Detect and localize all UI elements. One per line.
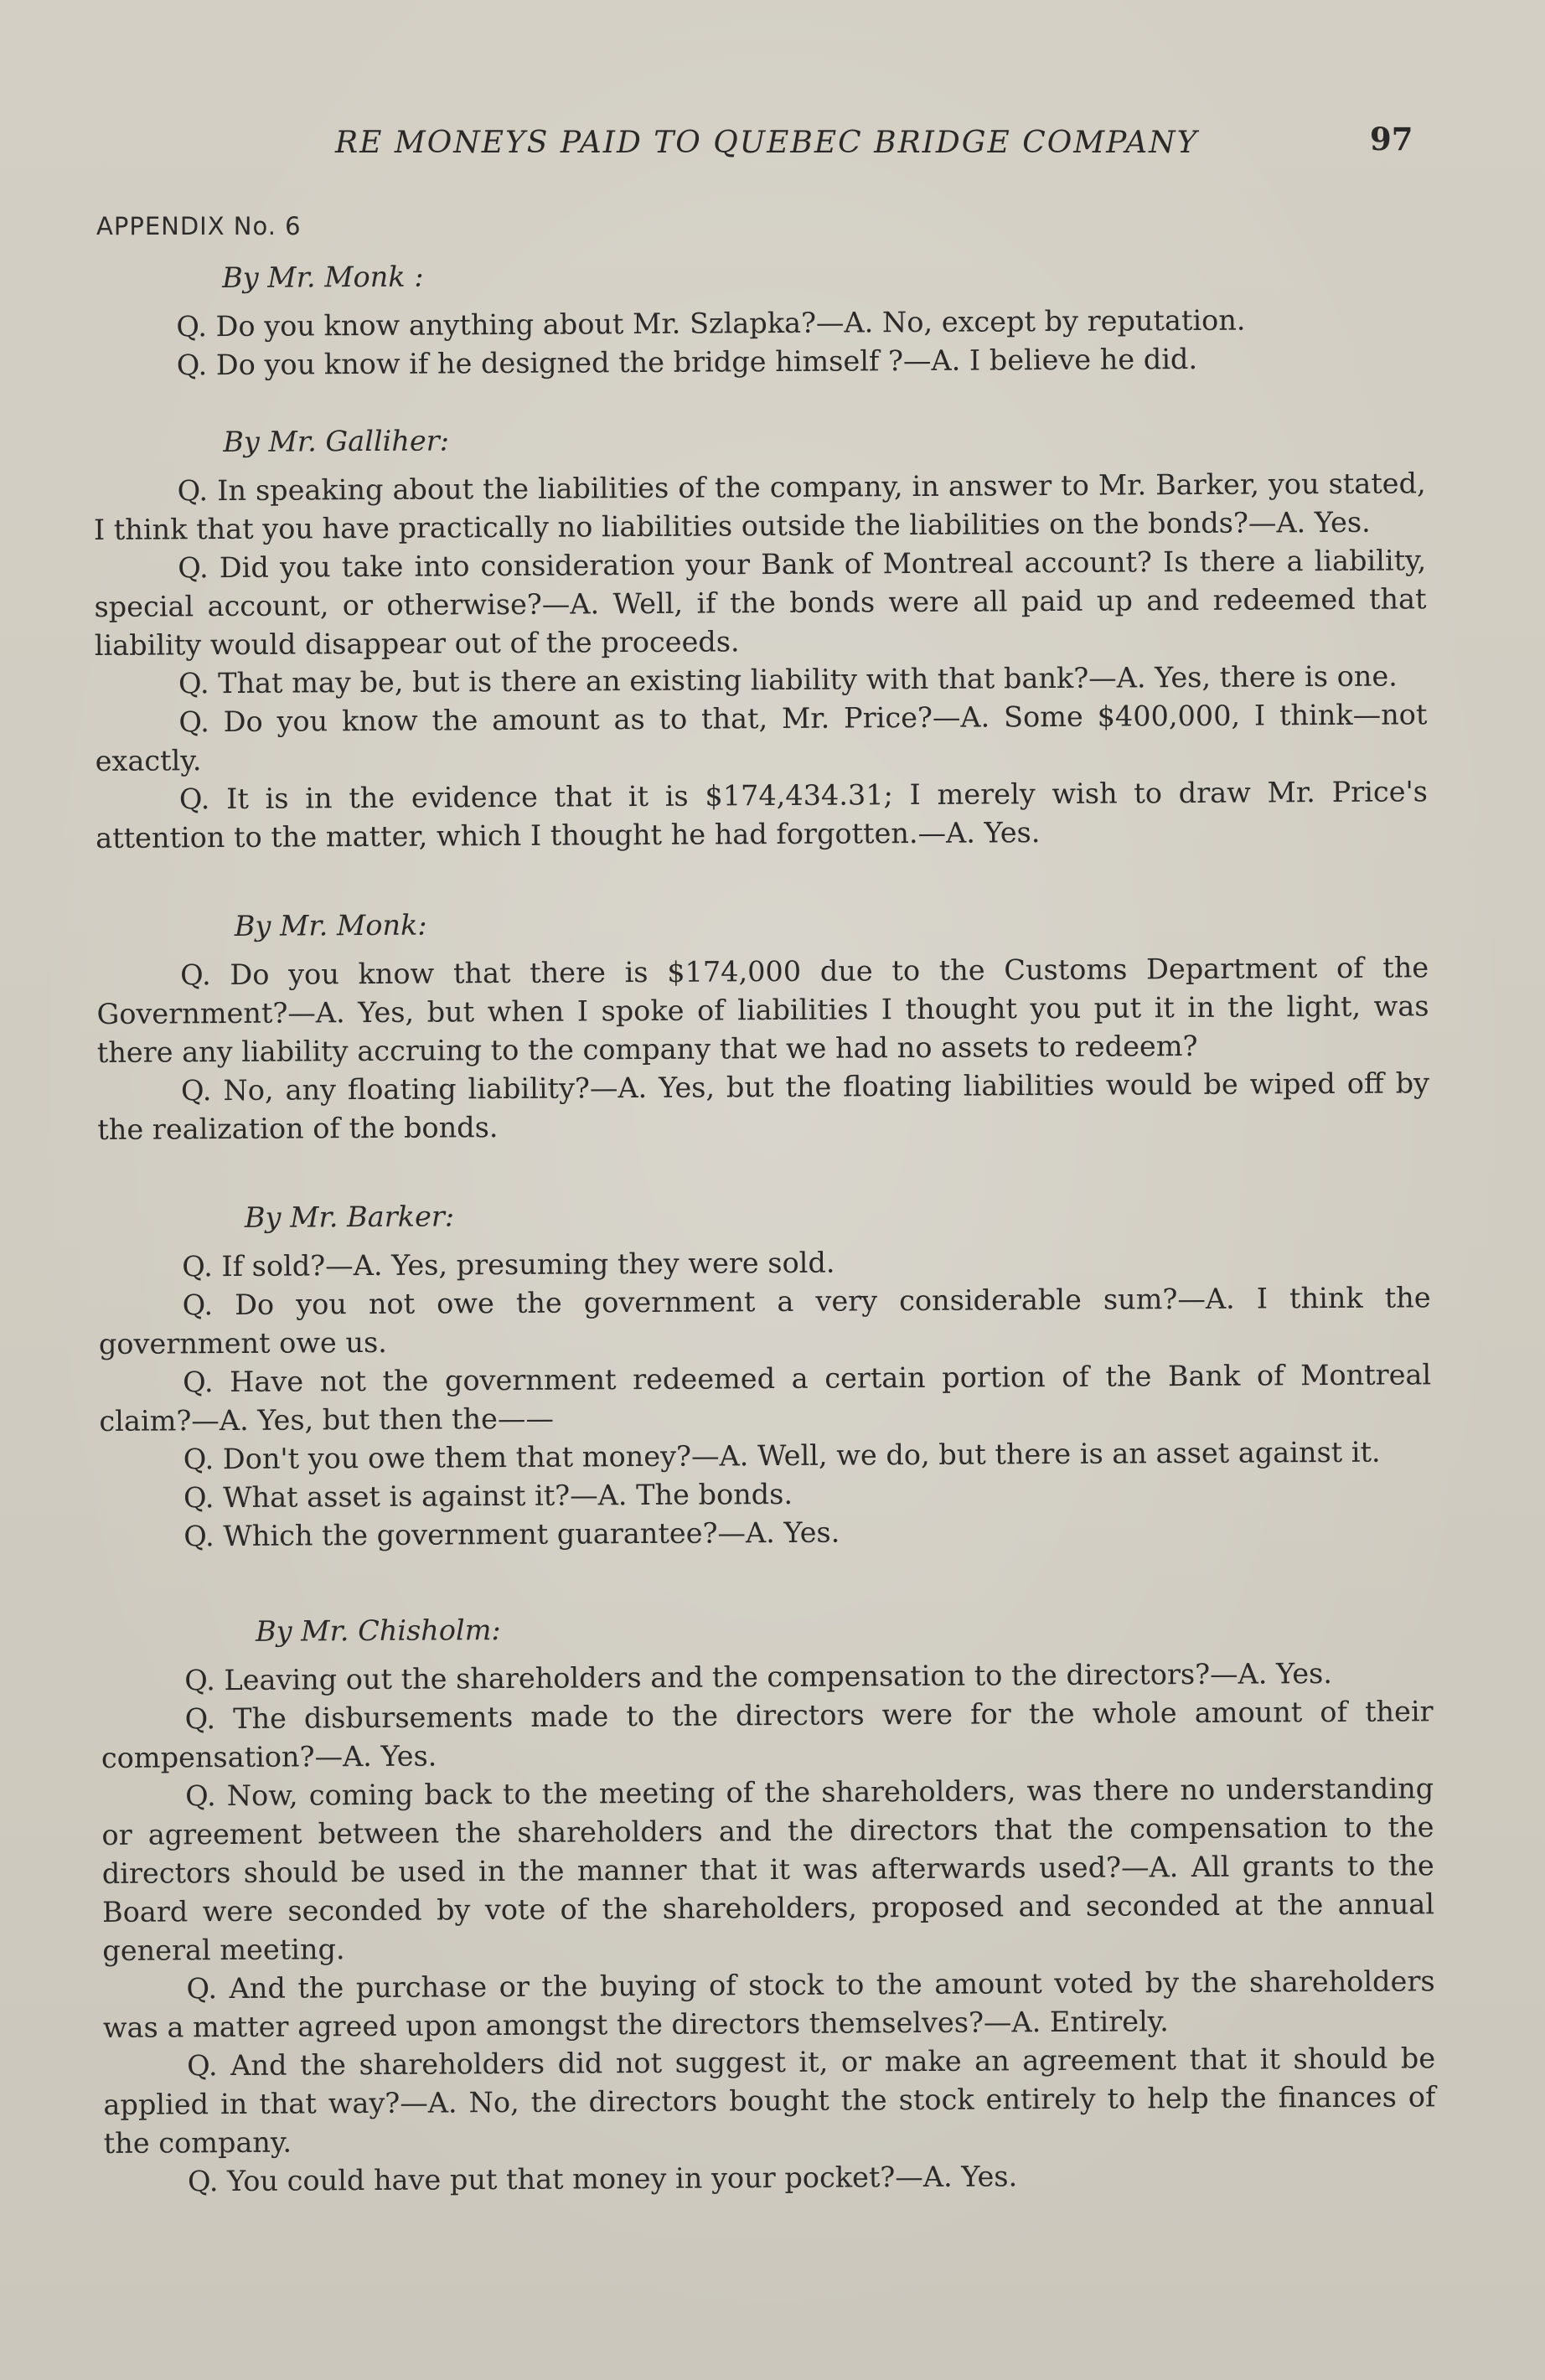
qa-entry: Q. If sold?—A. Yes, presuming they were sold. <box>182 1246 835 1283</box>
qa-entry: Q. That may be, but is there an existing liability with that bank?—A. Yes, there is one. <box>178 659 1398 700</box>
qa-entry: Q. Don't you owe them that money?—A. Well, we do, but there is an asset against it. <box>183 1435 1381 1476</box>
qa-entry: Q. Do you know the amount as to that, Mr. Price?—A. Some $400,000, I think—not exactly. <box>95 698 1428 777</box>
section-barker <box>98 1191 1433 1557</box>
section-monk-2 <box>96 900 1430 1149</box>
qa-entry: Q. Did you take into consideration your Bank of Montreal account? Is there a liability, special account, or otherwise?—A. Well, if the bonds were all paid up and redeemed that liability would disappear out of the proceeds. <box>94 544 1427 662</box>
qa-entry: Q. Now, coming back to the meeting of the shareholders, was there no understanding or agreement between the shareholders and the directors that the compensation to the directors should be used in the manner that it was afterwards used?—A. All grants to the Board were seconded by vote of the shareholders, proposed and seconded at the annual general meeting. <box>101 1772 1435 1967</box>
running-title: RE MONEYS PAID TO QUEBEC BRIDGE COMPANY <box>335 126 1199 160</box>
qa-entry: Q. And the purchase or the buying of stock to the amount voted by the shareholders was a matter agreed upon amongst the directors themselves?—A. Entirely. <box>102 1964 1435 2044</box>
section-monk-1 <box>92 251 1425 385</box>
qa-list <box>96 948 1429 1149</box>
speaker-heading: By Mr. Monk : <box>222 260 424 295</box>
speaker-heading: By Mr. Chisholm: <box>255 1613 501 1648</box>
qa-entry: Q. You could have put that money in your pocket?—A. Yes. <box>187 2160 1018 2198</box>
qa-entry: Q. Do you not owe the government a very considerable sum?—A. I think the government owe us. <box>98 1281 1431 1360</box>
qa-list <box>101 1654 1436 2202</box>
qa-entry: Q. Have not the government redeemed a certain portion of the Bank of Montreal claim?—A. Yes, but then the—— <box>99 1358 1432 1438</box>
qa-entry: Q. Do you know anything about Mr. Szlapka?—A. No, except by reputation. <box>176 303 1246 343</box>
qa-list <box>94 464 1429 858</box>
speaker-heading: By Mr. Barker: <box>244 1200 455 1234</box>
qa-entry: Q. Leaving out the shareholders and the compensation to the directors?—A. Yes. <box>184 1656 1333 1697</box>
testimony-body <box>92 251 1436 2202</box>
page-number: 97 <box>1370 121 1413 157</box>
speaker-heading: By Mr. Galliher: <box>223 424 450 459</box>
qa-entry: Q. The disbursements made to the directors were for the whole amount of their compensation?—A. Yes. <box>101 1695 1434 1774</box>
qa-entry: Q. In speaking about the liabilities of the company, in answer to Mr. Barker, you stated, I think that you have practically no liabilities outside the liabilities on the bonds?—A. Yes. <box>93 467 1426 546</box>
qa-entry: Q. It is in the evidence that it is $174,434.31; I merely wish to draw Mr. Price's attention to the matter, which I thought he had forgotten.—A. Yes. <box>96 775 1429 854</box>
qa-entry: Q. And the shareholders did not suggest it, or make an agreement that it should be applied in that way?—A. No, the directors bought the stock entirely to help the finances of the company. <box>103 2042 1436 2160</box>
speaker-heading: By Mr. Monk: <box>234 908 427 942</box>
qa-list <box>92 300 1425 385</box>
section-chisholm <box>101 1605 1436 2202</box>
section-galliher <box>93 416 1428 858</box>
appendix-label: APPENDIX No. 6 <box>96 212 302 240</box>
qa-entry: Q. Which the government guarantee?—A. Yes. <box>183 1515 840 1553</box>
qa-entry: Q. Do you know that there is $174,000 due to the Customs Department of the Government?—A. Yes, but when I spoke of liabilities I thought you put it in the light, was there any liability accruing to the company that we had no assets to redeem? <box>96 951 1429 1069</box>
qa-list <box>98 1240 1432 1557</box>
qa-entry: Q. What asset is against it?—A. The bonds. <box>183 1477 793 1515</box>
qa-entry: Q. Do you know if he designed the bridge himself ?—A. I believe he did. <box>176 342 1198 382</box>
qa-entry: Q. No, any floating liability?—A. Yes, but the floating liabilities would be wiped off by the realization of the bonds. <box>97 1066 1430 1146</box>
